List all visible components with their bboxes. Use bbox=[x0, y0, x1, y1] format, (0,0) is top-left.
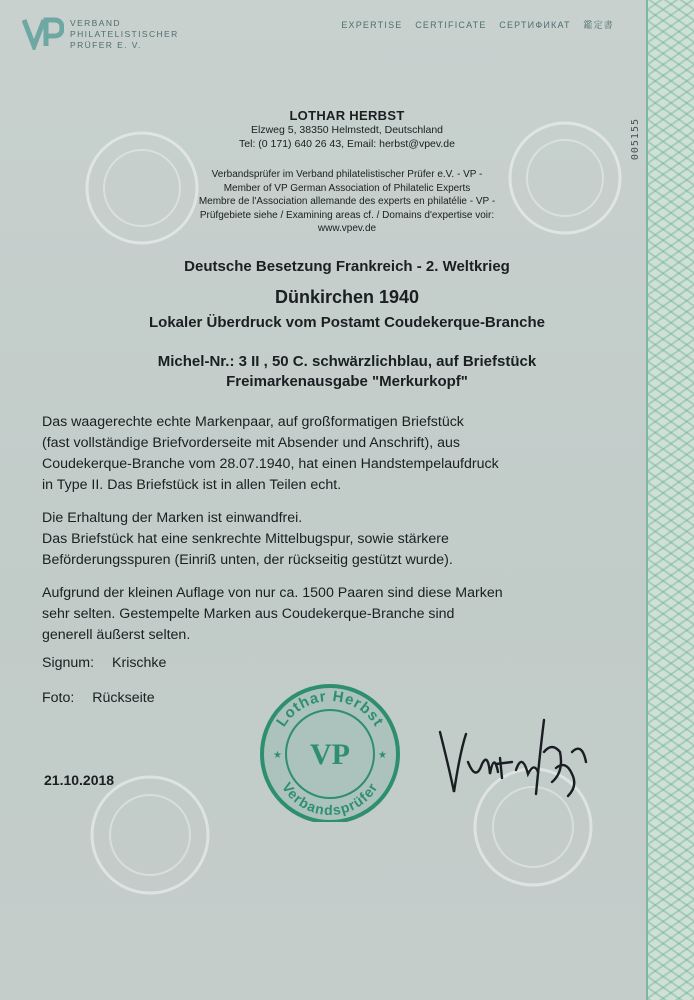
text-line: Beförderungsspuren (Einriß unten, der rückseitig gestützt wurde). bbox=[42, 552, 453, 568]
foto-label: Foto: bbox=[42, 690, 75, 706]
text-line: (fast vollständige Briefvorderseite mit Absender und Anschrift), aus bbox=[42, 435, 460, 451]
vp-logo bbox=[22, 14, 202, 54]
association-website: www.vpev.de bbox=[317, 223, 377, 234]
certificate-type-labels bbox=[332, 18, 614, 31]
handwritten-signature bbox=[432, 712, 592, 802]
seal-center-text: VP bbox=[310, 738, 350, 771]
michel-number: Michel-Nr.: 3 II , 50 C. schwärzlichblau, auf Briefstück bbox=[157, 353, 537, 370]
issue-subtitle: Lokaler Überdruck vom Postamt Coudekerque-Branche bbox=[149, 314, 545, 331]
signum-value: Krischke bbox=[112, 655, 167, 671]
label-certificate-jp: 鑑定書 bbox=[583, 20, 614, 30]
text-line: in Type II. Das Briefstück ist in allen Teilen echt. bbox=[42, 477, 342, 493]
certificate-date: 21.10.2018 bbox=[44, 772, 115, 788]
emboss-stamp-left-bottom bbox=[85, 770, 215, 900]
association-line: Verbandsprüfer im Verband philatelistischer Prüfer e.V. - VP - bbox=[211, 169, 483, 180]
expert-contact: Tel: (0 171) 640 26 43, Email: herbst@vpev.de bbox=[239, 138, 455, 150]
logo-line: VERBAND bbox=[70, 18, 121, 28]
description-paragraph bbox=[42, 412, 642, 496]
association-line: Prüfgebiete siehe / Examining areas cf. / Domains d'expertise voir: bbox=[199, 209, 495, 221]
vp-logo-icon bbox=[22, 16, 64, 50]
expert-name: LOTHAR HERBST bbox=[289, 108, 405, 123]
rarity-paragraph bbox=[42, 583, 642, 646]
text-line: Aufgrund der kleinen Auflage von nur ca. 1500 Paaren sind diese Marken bbox=[42, 585, 503, 601]
label-certificate: CERTIFICATE bbox=[415, 20, 487, 30]
signum-label: Signum: bbox=[42, 655, 95, 671]
condition-paragraph bbox=[42, 508, 642, 571]
expert-info bbox=[0, 108, 694, 151]
text-line: Coudekerque-Branche vom 28.07.1940, hat einen Handstempelaufdruck bbox=[42, 456, 499, 472]
logo-wordmark bbox=[70, 18, 179, 51]
text-line: Das waagerechte echte Markenpaar, auf großformatigen Briefstück bbox=[42, 414, 464, 430]
foto-value: Rückseite bbox=[92, 690, 155, 706]
expert-seal bbox=[255, 682, 405, 822]
text-line: Die Erhaltung der Marken ist einwandfrei. bbox=[42, 510, 303, 526]
label-certificate-ru: СЕРТИФИКАТ bbox=[499, 20, 571, 30]
foto-field bbox=[42, 690, 155, 706]
association-line: Membre de l'Association allemande des experts en philatélie - VP - bbox=[198, 196, 496, 207]
association-info bbox=[0, 168, 694, 236]
expert-address: Elzweg 5, 38350 Helmstedt, Deutschland bbox=[250, 124, 444, 136]
seal-top-text: Lothar Herbst bbox=[273, 687, 388, 730]
signum-field bbox=[42, 655, 166, 671]
text-line: generell äußerst selten. bbox=[42, 627, 191, 643]
collecting-area: Deutsche Besetzung Frankreich - 2. Weltkrieg bbox=[184, 258, 510, 275]
association-line: Member of VP German Association of Philatelic Experts bbox=[223, 182, 471, 194]
text-line: sehr selten. Gestempelte Marken aus Coudekerque-Branche sind bbox=[42, 606, 455, 622]
logo-line: PRÜFER E. V. bbox=[70, 40, 142, 50]
label-expertise: EXPERTISE bbox=[341, 20, 403, 30]
seal-star-icon: ★ bbox=[273, 750, 282, 761]
seal-star-icon: ★ bbox=[378, 750, 387, 761]
seal-bottom-text: Verbandsprüfer bbox=[279, 779, 381, 819]
serial-number: 005155 bbox=[630, 118, 641, 161]
issue-title: Dünkirchen 1940 bbox=[274, 287, 420, 307]
stamp-series: Freimarkenausgabe "Merkurkopf" bbox=[226, 373, 468, 390]
text-line: Das Briefstück hat eine senkrechte Mittelbugspur, sowie stärkere bbox=[42, 531, 449, 547]
logo-line: PHILATELISTISCHER bbox=[70, 29, 179, 39]
